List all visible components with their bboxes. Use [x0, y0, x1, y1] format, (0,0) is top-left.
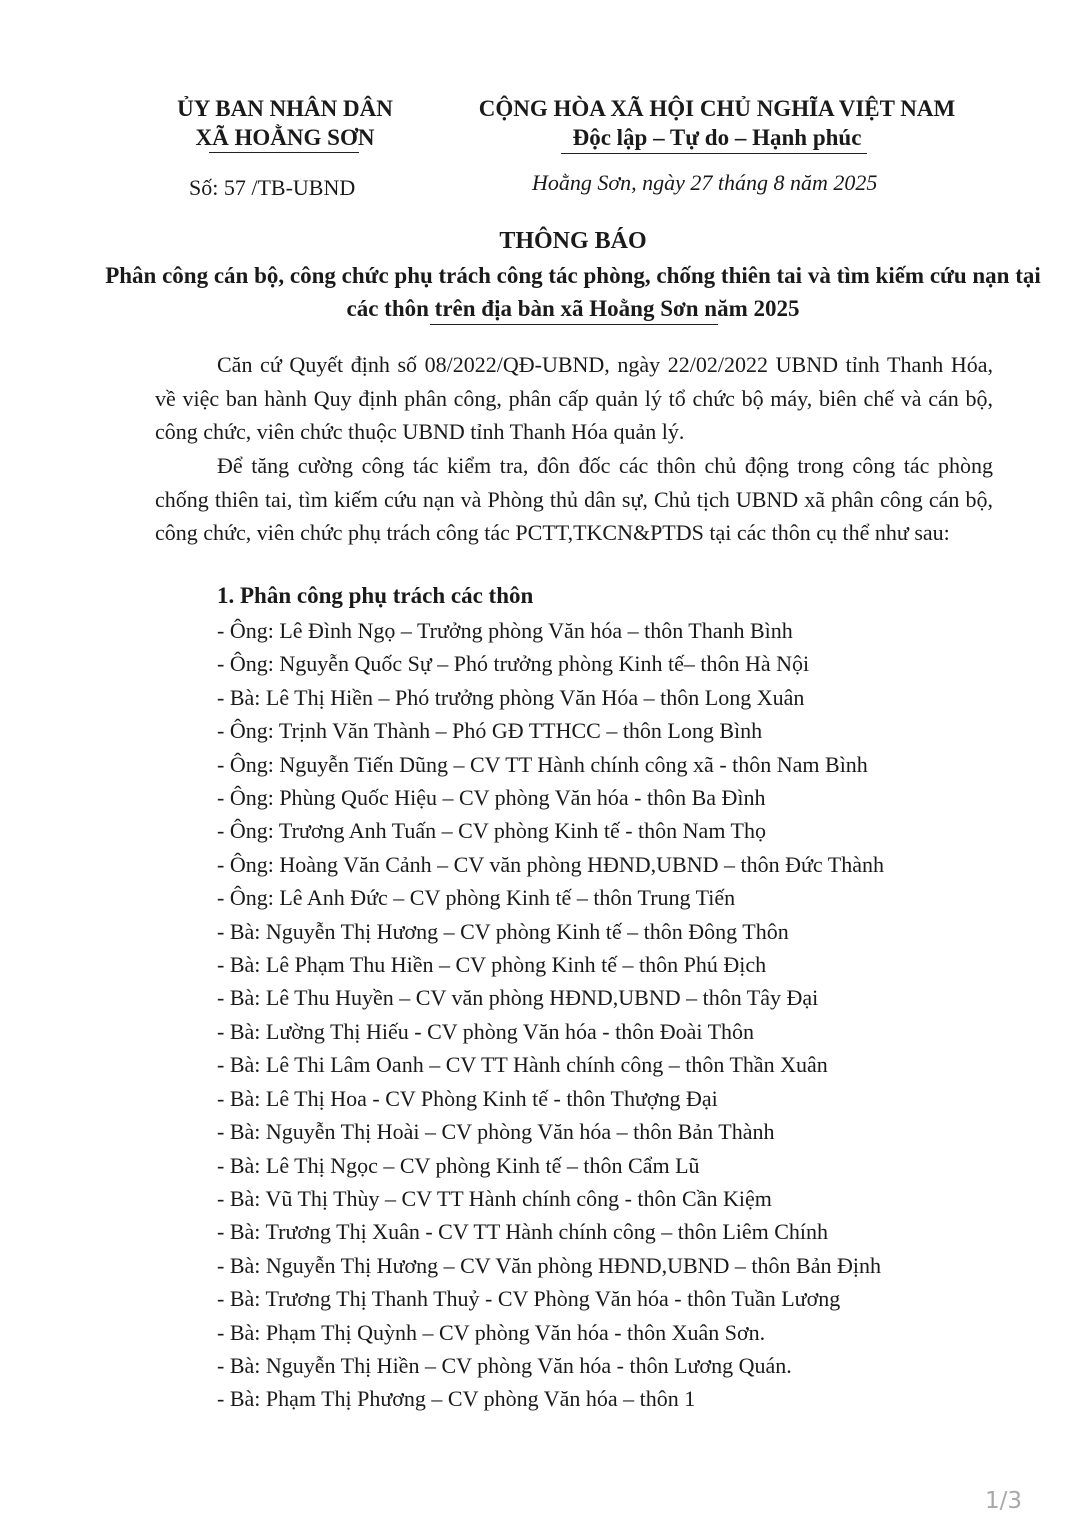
paragraph-purpose: Để tăng cường công tác kiểm tra, đôn đốc các thôn chủ động trong công tác phòng chống thiên tai, tìm kiếm cứu nạn và Phòng thủ dân sự, Chủ tịch UBND xã phân công cán bộ, công chức, viên chức phụ trách công tác PCTT,TKCN&PTDS tại các thôn cụ thể như sau: — [155, 453, 993, 545]
list-item: - Bà: Phạm Thị Phương – CV phòng Văn hóa – thôn 1 — [217, 1386, 696, 1412]
list-item: - Ông: Nguyễn Tiến Dũng – CV TT Hành chính công xã - thôn Nam Bình — [217, 751, 868, 777]
document-subtitle: Phân công cán bộ, công chức phụ trách công tác phòng, chống thiên tai và tìm kiếm cứu nạn tại các thôn trên địa bàn xã Hoằng Sơn năm 2025 — [105, 263, 1041, 321]
list-item: - Bà: Lê Thi Lâm Oanh – CV TT Hành chính công – thôn Thần Xuân — [217, 1052, 828, 1078]
list-item: - Bà: Nguyễn Thị Hoài – CV phòng Văn hóa – thôn Bản Thành — [217, 1119, 775, 1145]
motto-line-1: CỘNG HÒA XÃ HỘI CHỦ NGHĨA VIỆT NAM — [478, 96, 956, 121]
list-item: - Bà: Nguyễn Thị Hiền – CV phòng Văn hóa - thôn Lương Quán. — [217, 1352, 792, 1378]
authority-line-2: XÃ HOẰNG SƠN — [195, 125, 375, 150]
authority-underline — [209, 152, 359, 153]
motto-line-2: Độc lập – Tự do – Hạnh phúc — [572, 125, 862, 150]
list-item: - Ông: Phùng Quốc Hiệu – CV phòng Văn hóa - thôn Ba Đình — [217, 785, 766, 811]
section-heading: 1. Phân công phụ trách các thôn — [217, 583, 534, 608]
list-item: - Ông: Nguyễn Quốc Sự – Phó trưởng phòng Kinh tế– thôn Hà Nội — [217, 651, 810, 677]
list-item: - Bà: Lê Phạm Thu Hiền – CV phòng Kinh tế – thôn Phú Địch — [217, 952, 767, 978]
national-motto — [452, 94, 982, 152]
document-date: Hoằng Sơn, ngày 27 tháng 8 năm 2025 — [532, 170, 878, 195]
list-item: - Bà: Lê Thị Hiền – Phó trưởng phòng Văn Hóa – thôn Long Xuân — [217, 684, 805, 710]
list-item: - Bà: Nguyễn Thị Hương – CV phòng Kinh tế – thôn Đông Thôn — [217, 918, 789, 944]
list-item: - Ông: Lê Đình Ngọ – Trưởng phòng Văn hóa – thôn Thanh Bình — [217, 618, 793, 643]
paragraph-legal-basis: Căn cứ Quyết định số 08/2022/QĐ-UBND, ngày 22/02/2022 UBND tỉnh Thanh Hóa, về việc ban hành Quy định phân công, phân cấp quản lý tổ chức bộ máy, biên chế và cán bộ, công chức, viên chức thuộc UBND tỉnh Thanh Hóa quản lý. — [155, 352, 993, 444]
list-item: - Ông: Lê Anh Đức – CV phòng Kinh tế – thôn Trung Tiến — [217, 885, 736, 911]
document-number: Số: 57 /TB-UBND — [189, 175, 356, 200]
list-item: - Bà: Lê Thị Hoa - CV Phòng Kinh tế - thôn Thượng Đại — [217, 1085, 718, 1111]
assignment-list — [217, 614, 884, 1416]
list-item: - Bà: Lường Thị Hiếu - CV phòng Văn hóa - thôn Đoài Thôn — [217, 1018, 755, 1044]
list-item: - Bà: Trương Thị Xuân - CV TT Hành chính công – thôn Liêm Chính — [217, 1219, 829, 1245]
list-item: - Ông: Trương Anh Tuấn – CV phòng Kinh tế - thôn Nam Thọ — [217, 818, 766, 844]
list-item: - Ông: Trịnh Văn Thành – Phó GĐ TTHCC – thôn Long Bình — [217, 718, 763, 744]
list-item: - Ông: Hoàng Văn Cảnh – CV văn phòng HĐND,UBND – thôn Đức Thành — [217, 851, 884, 877]
issuing-authority — [150, 94, 420, 152]
page-indicator: 1/3 — [985, 1488, 1023, 1514]
document-title: THÔNG BÁO — [499, 228, 647, 254]
list-item: - Bà: Lê Thu Huyền – CV văn phòng HĐND,UBND – thôn Tây Đại — [217, 985, 819, 1011]
subtitle-underline — [430, 324, 718, 325]
list-item: - Bà: Nguyễn Thị Hương – CV Văn phòng HĐND,UBND – thôn Bản Định — [217, 1252, 881, 1278]
list-item: - Bà: Phạm Thị Quỳnh – CV phòng Văn hóa - thôn Xuân Sơn. — [217, 1319, 766, 1345]
list-item: - Bà: Vũ Thị Thùy – CV TT Hành chính công - thôn Cần Kiệm — [217, 1185, 772, 1211]
authority-line-1: ỦY BAN NHÂN DÂN — [177, 96, 393, 121]
list-item: - Bà: Lê Thị Ngọc – CV phòng Kinh tế – thôn Cẩm Lũ — [217, 1152, 700, 1178]
list-item: - Bà: Trương Thị Thanh Thuỷ - CV Phòng Văn hóa - thôn Tuần Lương — [217, 1286, 841, 1312]
motto-underline — [561, 153, 867, 154]
